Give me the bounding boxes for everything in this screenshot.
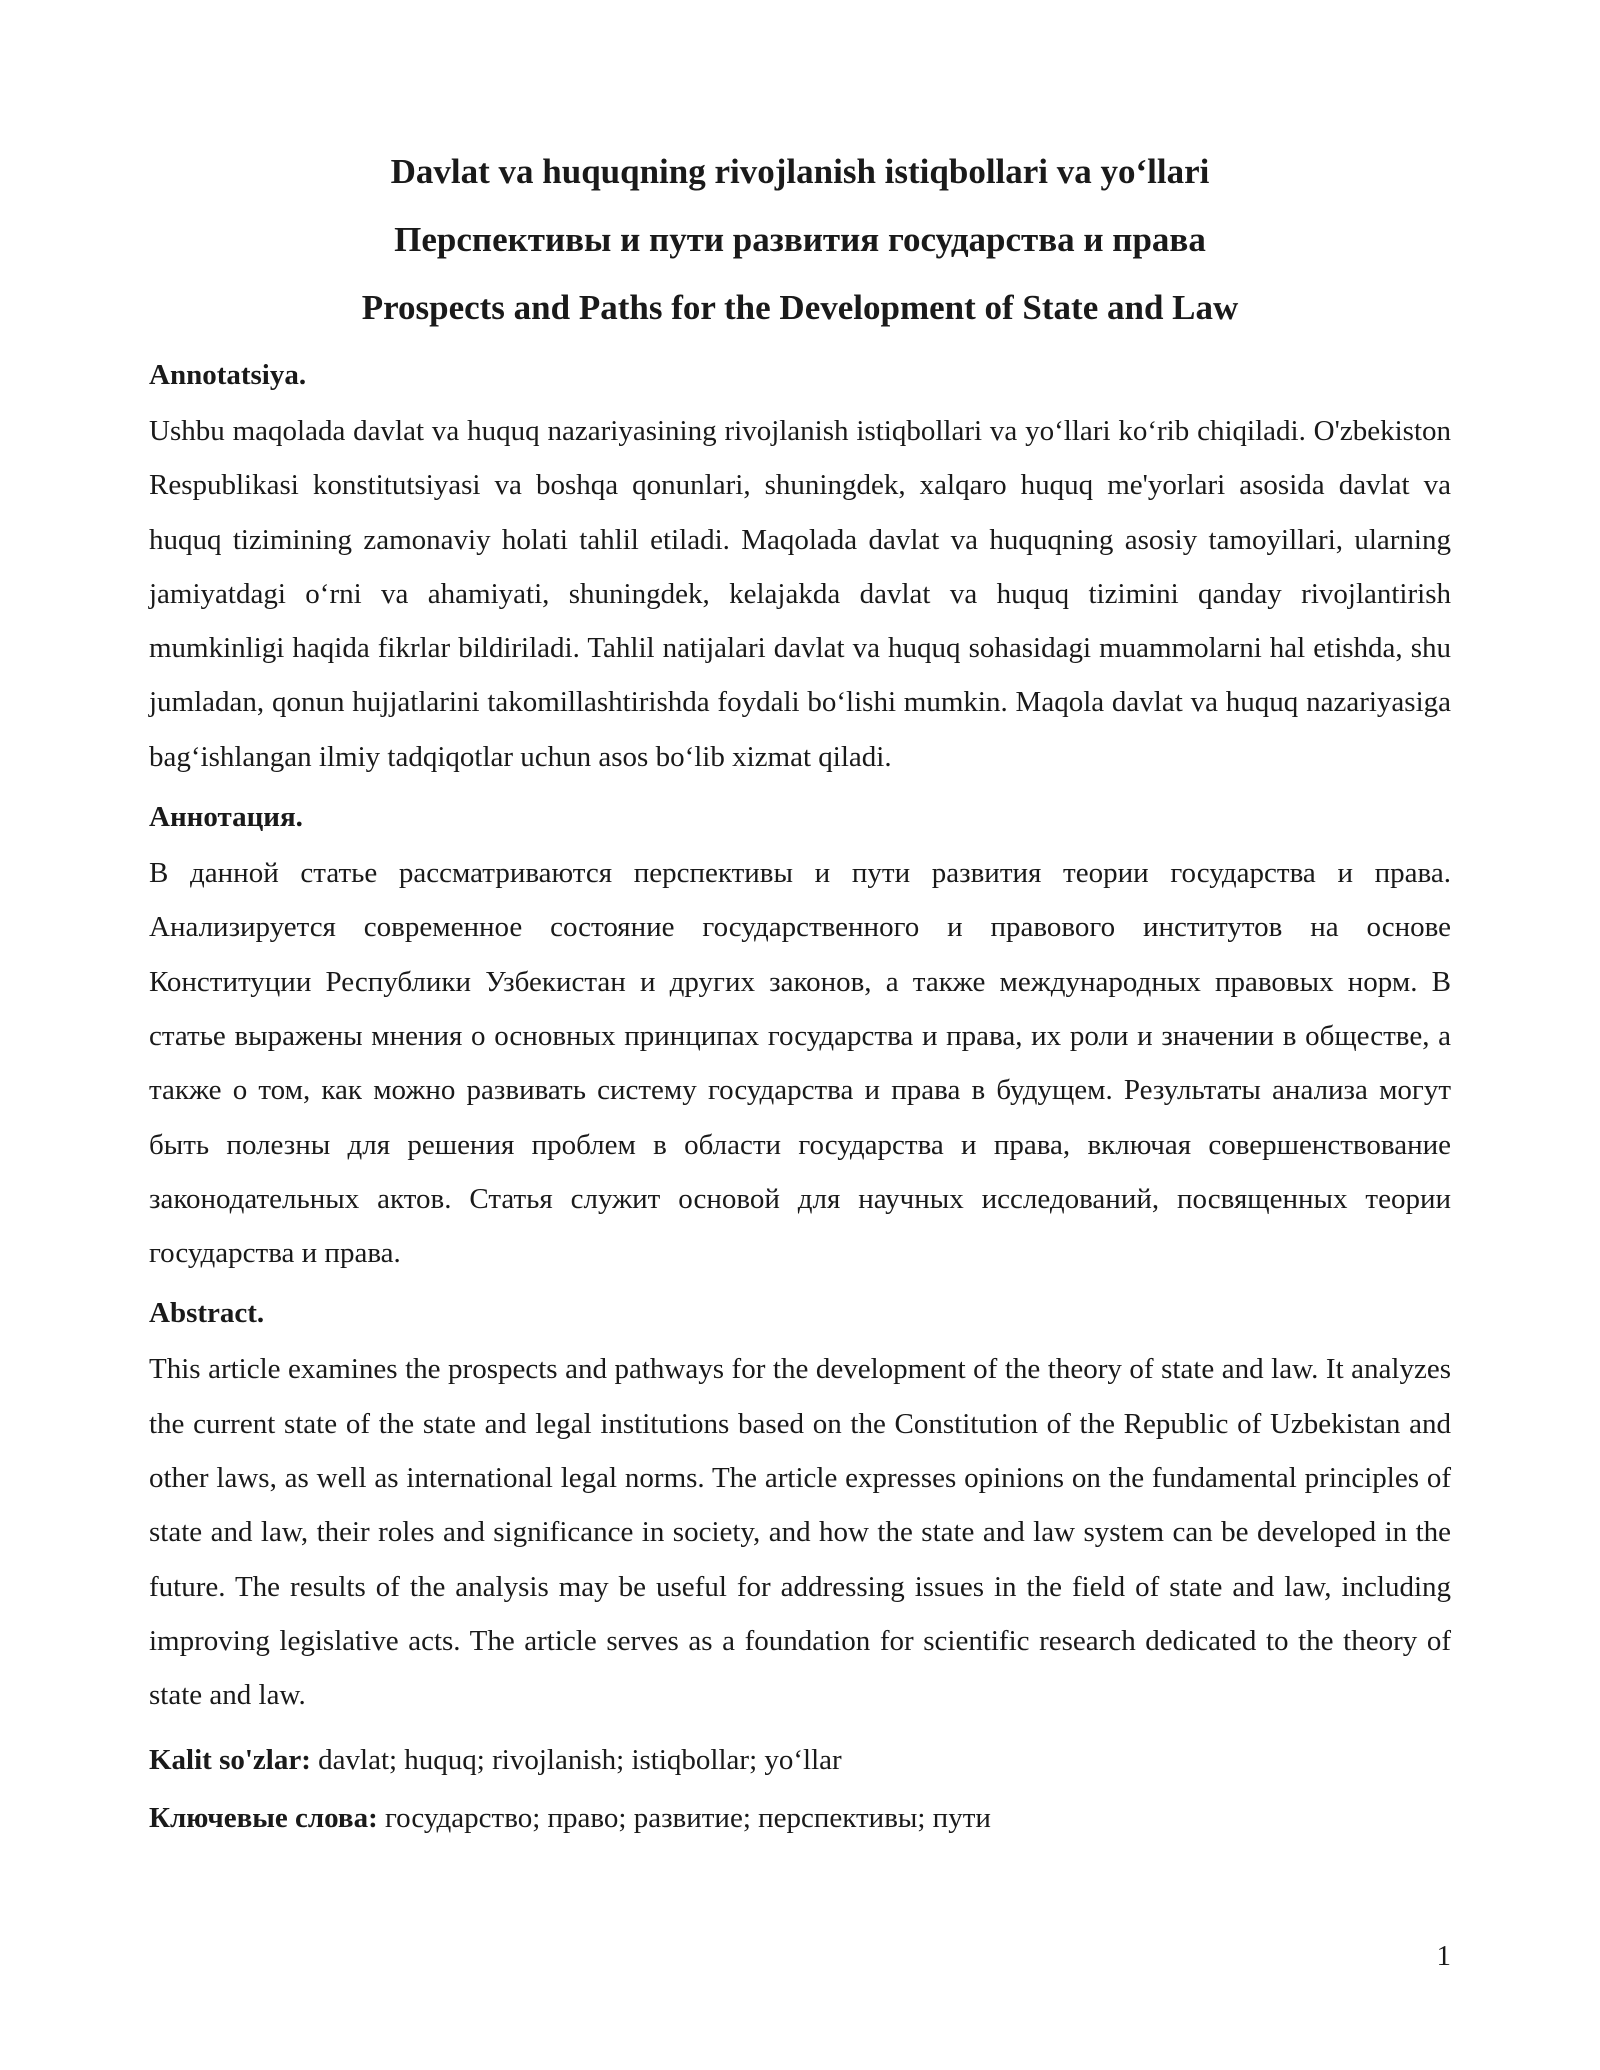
annotation-ru-heading: Аннотация.: [149, 801, 303, 834]
document-content: [149, 350, 1451, 1847]
keywords-ru-label: Ключевые слова:: [149, 1801, 378, 1834]
title-uz: Davlat va huquqning rivojlanish istiqbollari va yo‘llari: [390, 152, 1210, 191]
annotation-uz-text: Ushbu maqolada davlat va huquq nazariyasining rivojlanish istiqbollari va yo‘llari ko‘rib chiqiladi. O'zbekiston Respublikasi konstitutsiyasi va boshqa qonunlari, shuningdek, xalqaro huquq me'yorlari asosida davlat va huquq tizimining zamonaviy holati tahlil etiladi. Maqolada davlat va huquqning asosiy tamoyillari, ularning jamiyatdagi o‘rni va ahamiyati, shuningdek, kelajakda davlat va huquq tizimini qanday rivojlantirish mumkinligi haqida fikrlar bildiriladi. Tahlil natijalari davlat va huquq sohasidagi muammolarni hal etishda, shu jumladan, qonun hujjatlarini takomillashtirishda foydali bo‘lishi mumkin. Maqola davlat va huquq nazariyasiga bag‘ishlangan ilmiy tadqiqotlar uchun asos bo‘lib xizmat qiladi.: [149, 415, 1451, 773]
keywords-uz-value: davlat; huquq; rivojlanish; istiqbollar; yo‘llar: [310, 1743, 842, 1776]
title-ru: Перспективы и пути развития государства и права: [394, 220, 1206, 259]
annotation-uz-heading: Annotatsiya.: [149, 359, 307, 391]
keywords-ru-value: государство; право; развитие; перспективы; пути: [377, 1801, 991, 1834]
keywords-uz-label: Kalit so'zlar:: [149, 1743, 311, 1776]
title-en: Prospects and Paths for the Development of State and Law: [361, 288, 1239, 327]
document-page: [149, 0, 1451, 2070]
abstract-en-text: This article examines the prospects and pathways for the development of the theory of state and law. It analyzes the current state of the state and legal institutions based on the Constitution of the Republic of Uzbekistan and other laws, as well as international legal norms. The article expresses opinions on the fundamental principles of state and law, their roles and significance in society, and how the state and law system can be developed in the future. The results of the analysis may be useful for addressing issues in the field of state and law, including improving legislative acts. The article serves as a foundation for scientific research dedicated to the theory of state and law.: [149, 1353, 1451, 1712]
page-number: 1: [1436, 1940, 1451, 1972]
abstract-en-heading: Abstract.: [149, 1297, 265, 1330]
title-block: [149, 138, 1451, 342]
keywords-ru: [149, 1789, 1451, 1847]
keywords-uz: [149, 1731, 1451, 1789]
annotation-ru-text: В данной статье рассматриваются перспективы и пути развития теории государства и права. Анализируется современное состояние государственного и правового институтов на основе Конституции Республики Узбекистан и других законов, а также международных правовых норм. В статье выражены мнения о основных принципах государства и права, их роли и значении в обществе, а также о том, как можно развивать систему государства и права в будущем. Результаты анализа могут быть полезны для решения проблем в области государства и права, включая совершенствование законодательных актов. Статья служит основой для научных исследований, посвященных теории государства и права.: [149, 857, 1451, 1270]
